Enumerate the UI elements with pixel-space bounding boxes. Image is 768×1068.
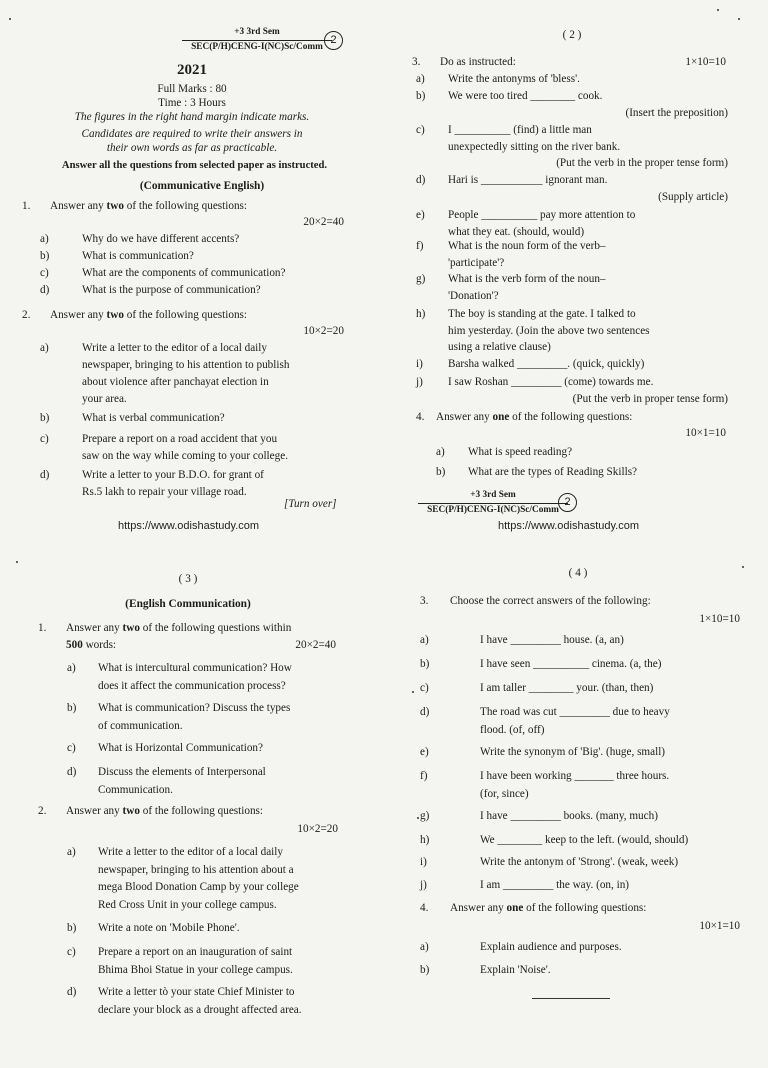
question-marks: 20×2=40 — [303, 216, 344, 228]
sub-question-label: d) — [67, 986, 77, 998]
sub-question-text: newspaper, bringing to his attention about a — [98, 863, 294, 876]
scan-speck — [717, 9, 719, 11]
sub-question-text: We ________ keep to the left. (would, should) — [480, 834, 689, 846]
sub-question-label: g) — [416, 273, 426, 285]
question-number: 3. — [420, 595, 429, 607]
sub-question-label: f) — [420, 770, 428, 782]
instruction-marks: The figures in the right hand margin indicate marks. — [74, 111, 310, 123]
sub-question-text: Hari is ___________ ignorant man. — [448, 174, 608, 186]
sub-question-label: c) — [416, 124, 425, 136]
sub-question-text: Write the antonym of 'Strong'. (weak, week) — [480, 856, 679, 868]
sub-question-text: (Put the verb in proper tense form) — [572, 392, 728, 405]
sub-question-label: a) — [67, 846, 76, 858]
section-heading: (Communicative English) — [139, 180, 265, 192]
page-number: ( 3 ) — [178, 573, 198, 585]
question-marks: 1×10=10 — [685, 56, 726, 68]
sub-question-label: b) — [40, 250, 50, 262]
question-text: Answer any two of the following questions: — [50, 200, 248, 212]
sub-question-text: People __________ pay more attention to — [448, 209, 636, 221]
instruction-own-words-2: their own words as far as practicable. — [106, 142, 278, 154]
sub-question-text: what they eat. (should, would) — [448, 225, 585, 238]
sub-question-text: Rs.5 lakh to repair your village road. — [82, 486, 247, 498]
sub-question-text: I have seen __________ cinema. (a, the) — [480, 658, 662, 670]
sub-question-label: d) — [420, 706, 430, 718]
sub-question-label: b) — [67, 702, 77, 714]
sub-question-label: d) — [40, 284, 50, 296]
source-url: https://www.odishastudy.com — [498, 520, 640, 532]
sub-question-text: unexpectedly sitting on the river bank. — [448, 140, 621, 153]
question-text: Answer any one of the following questions: — [450, 902, 647, 914]
page-3 — [38, 568, 402, 1068]
sub-question-label: a) — [416, 73, 425, 85]
sub-question-text: Why do we have different accents? — [82, 233, 240, 245]
section-heading: (English Communication) — [125, 598, 251, 610]
question-marks: 20×2=40 — [295, 639, 336, 651]
sub-question-label: b) — [436, 466, 446, 478]
question-number: 3. — [412, 56, 421, 68]
sub-question-label: e) — [420, 746, 429, 758]
paper-code: SEC(P/H)CENG-I(NC)Sc/Comm — [191, 42, 323, 52]
sub-question-text: 'participate'? — [448, 256, 505, 269]
sub-question-text: Prepare a report on an inauguration of saint — [98, 946, 293, 958]
scan-speck — [417, 817, 419, 819]
question-text: Do as instructed: — [440, 56, 516, 68]
exam-year: 2021 — [177, 62, 207, 78]
sub-question-label: a) — [67, 662, 76, 674]
sub-question-text: The boy is standing at the gate. I talked to — [448, 308, 636, 320]
scan-speck — [16, 561, 18, 563]
instruction-own-words-1: Candidates are required to write their answers in — [81, 128, 303, 140]
sub-question-label: a) — [40, 342, 49, 354]
sub-question-text: Write a letter tò your state Chief Minister to — [98, 986, 295, 998]
sub-question-label: g) — [420, 810, 430, 822]
sub-question-text: Write a note on 'Mobile Phone'. — [98, 922, 240, 934]
sub-question-label: d) — [416, 174, 426, 186]
sub-question-text: (Insert the preposition) — [625, 106, 728, 119]
sub-question-text: I am _________ the way. (on, in) — [480, 879, 630, 891]
sub-question-label: c) — [40, 267, 49, 279]
sub-question-text: What is Horizontal Communication? — [98, 742, 263, 754]
question-marks: 10×1=10 — [699, 920, 740, 932]
question-text: Choose the correct answers of the following: — [450, 595, 651, 607]
scan-speck — [738, 18, 740, 20]
sub-question-text: Write a letter to the editor of a local daily — [98, 846, 283, 858]
question-number: 1. — [22, 200, 31, 212]
sub-question-text: using a relative clause) — [448, 341, 551, 354]
question-text-line-2: 500 words: — [66, 639, 117, 651]
sub-question-text: saw on the way while coming to your college. — [82, 450, 288, 462]
question-text: Answer any two of the following questions: — [50, 309, 248, 321]
sub-question-label: j) — [420, 879, 427, 891]
sub-question-text: newspaper, bringing to his attention to publish — [82, 359, 290, 371]
full-marks: Full Marks : 80 — [157, 83, 227, 95]
sub-question-text: 'Donation'? — [448, 289, 499, 302]
sub-question-text: Explain audience and purposes. — [480, 941, 622, 953]
question-number: 2. — [22, 309, 31, 321]
sub-question-text: flood. (of, off) — [480, 724, 545, 736]
sub-question-label: h) — [420, 834, 430, 846]
sub-question-text: Barsha walked _________. (quick, quickly) — [448, 358, 645, 370]
sub-question-label: a) — [436, 446, 445, 458]
question-text: Answer any one of the following questions: — [436, 411, 633, 423]
sub-question-text: I __________ (find) a little man — [448, 124, 592, 136]
question-number: 2. — [38, 805, 47, 817]
sub-question-text: What is the purpose of communication? — [82, 284, 261, 296]
sub-question-text: of communication. — [98, 719, 183, 732]
sub-question-label: c) — [67, 946, 76, 958]
sub-question-text: about violence after panchayat election in — [82, 376, 269, 388]
sub-question-text: What is verbal communication? — [82, 412, 225, 424]
scan-speck — [9, 18, 11, 20]
sub-question-label: d) — [40, 469, 50, 481]
sub-question-text: We were too tired ________ cook. — [448, 90, 603, 102]
sub-question-text: does it affect the communication process? — [98, 679, 286, 692]
source-url: https://www.odishastudy.com — [118, 520, 260, 532]
sub-question-text: Red Cross Unit in your college campus. — [98, 898, 277, 911]
sub-question-text: Write the antonyms of 'bless'. — [448, 73, 580, 85]
sub-question-label: e) — [416, 209, 425, 221]
sub-question-text: What are the components of communication? — [82, 267, 286, 279]
time-allowed: Time : 3 Hours — [158, 97, 226, 109]
question-marks: 10×2=20 — [297, 823, 338, 835]
paper-code: SEC(P/H)CENG-I(NC)Sc/Comm — [427, 505, 559, 515]
sub-question-label: b) — [40, 412, 50, 424]
semester-label: +3 3rd Sem — [234, 27, 280, 37]
question-number: 4. — [416, 411, 425, 423]
sub-question-text: (for, since) — [480, 788, 529, 800]
sub-question-text: I saw Roshan _________ (come) towards me. — [448, 376, 654, 388]
sub-question-text: Explain 'Noise'. — [480, 964, 551, 976]
turn-over-note: [Turn over] — [284, 498, 337, 510]
sub-question-label: a) — [420, 634, 429, 646]
sub-question-text: your area. — [82, 393, 127, 405]
semester-label: +3 3rd Sem — [470, 490, 516, 500]
sub-question-label: c) — [67, 742, 76, 754]
sub-question-text: mega Blood Donation Camp by your college — [98, 881, 299, 893]
question-text: Answer any two of the following questions: — [66, 805, 264, 817]
scan-speck — [412, 691, 414, 693]
question-number: 4. — [420, 902, 429, 914]
sub-question-label: i) — [416, 358, 423, 370]
page-count-circle: 2 — [324, 31, 343, 50]
sub-question-text: What is intercultural communication? How — [98, 662, 292, 674]
sub-question-text: The road was cut _________ due to heavy — [480, 706, 670, 718]
sub-question-text: Write the synonym of 'Big'. (huge, small) — [480, 746, 666, 758]
instruction-answer-all: Answer all the questions from selected paper as instructed. — [61, 160, 328, 171]
page-1 — [22, 20, 386, 520]
sub-question-label: f) — [416, 240, 424, 252]
sub-question-text: (Supply article) — [658, 190, 728, 203]
question-marks: 10×2=20 — [303, 325, 344, 337]
page-number: ( 2 ) — [562, 29, 582, 41]
question-text: Answer any two of the following questions within — [66, 622, 292, 634]
sub-question-text: Prepare a report on a road accident that you — [82, 433, 278, 445]
sub-question-text: Communication. — [98, 783, 173, 796]
sub-question-label: a) — [40, 233, 49, 245]
sub-question-label: j) — [416, 376, 423, 388]
scan-speck — [742, 566, 744, 568]
sub-question-text: What is communication? — [82, 250, 194, 262]
sub-question-label: c) — [420, 682, 429, 694]
sub-question-label: b) — [420, 658, 430, 670]
sub-question-label: i) — [420, 856, 427, 868]
question-marks: 10×1=10 — [685, 427, 726, 439]
sub-question-text: (Put the verb in the proper tense form) — [556, 157, 728, 170]
sub-question-text: declare your block as a drought affected area. — [98, 1003, 302, 1016]
sub-question-text: Write a letter to your B.D.O. for grant of — [82, 469, 264, 481]
sub-question-text: What is communication? Discuss the types — [98, 702, 291, 714]
sub-question-label: b) — [420, 964, 430, 976]
end-rule — [532, 998, 610, 999]
sub-question-text: What is the verb form of the noun– — [448, 273, 606, 285]
page-number: ( 4 ) — [568, 567, 588, 579]
sub-question-text: What is the noun form of the verb– — [448, 240, 606, 252]
question-number: 1. — [38, 622, 47, 634]
sub-question-text: Bhima Bhoi Statue in your college campus. — [98, 963, 293, 976]
sub-question-text: I have _________ books. (many, much) — [480, 810, 658, 822]
sub-question-text: I am taller ________ your. (than, then) — [480, 682, 654, 694]
sub-question-text: Discuss the elements of Interpersonal — [98, 766, 266, 778]
sub-question-label: b) — [416, 90, 426, 102]
sub-question-label: d) — [67, 766, 77, 778]
sub-question-label: a) — [420, 941, 429, 953]
sub-question-text: him yesterday. (Join the above two sentences — [448, 324, 650, 337]
page-4 — [420, 564, 768, 1064]
sub-question-text: I have _________ house. (a, an) — [480, 634, 624, 646]
sub-question-text: Write a letter to the editor of a local daily — [82, 342, 267, 354]
sub-question-label: c) — [40, 433, 49, 445]
question-marks: 1×10=10 — [699, 613, 740, 625]
sub-question-label: h) — [416, 308, 426, 320]
sub-question-text: What are the types of Reading Skills? — [468, 466, 638, 478]
sub-question-text: What is speed reading? — [468, 446, 573, 458]
sub-question-text: I have been working _______ three hours. — [480, 770, 670, 782]
page-count-circle: 2 — [558, 493, 577, 512]
page-2 — [412, 26, 768, 526]
sub-question-label: b) — [67, 922, 77, 934]
